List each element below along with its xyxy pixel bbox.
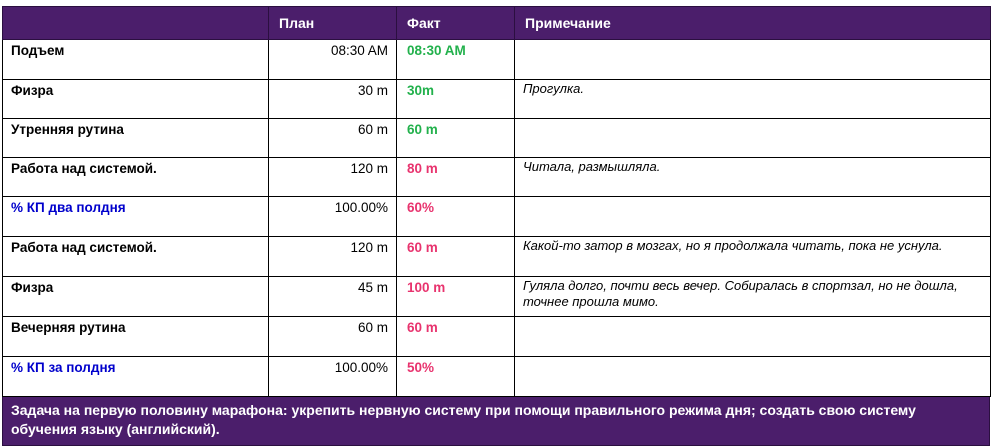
fact-cell: 60 m	[397, 119, 515, 158]
fact-cell: 50%	[397, 357, 515, 397]
note-cell	[515, 317, 991, 357]
note-cell	[515, 119, 991, 158]
table-row	[3, 158, 991, 197]
fact-cell: 60 m	[397, 237, 515, 277]
fact-cell: 80 m	[397, 158, 515, 197]
schedule-table	[2, 6, 991, 397]
activity-cell: Утренняя рутина	[3, 119, 269, 158]
plan-cell: 100.00%	[269, 357, 397, 397]
table-row	[3, 237, 991, 277]
note-cell	[515, 40, 991, 80]
note-cell: Какой-то затор в мозгах, но я продолжала читать, пока не уснула.	[515, 237, 991, 277]
fact-cell: 60 m	[397, 317, 515, 357]
header-activity	[3, 7, 269, 40]
note-cell: Читала, размышляла.	[515, 158, 991, 197]
activity-cell: % КП за полдня	[3, 357, 269, 397]
schedule-sheet	[2, 6, 990, 446]
activity-cell: Работа над системой.	[3, 237, 269, 277]
table-row	[3, 357, 991, 397]
plan-cell: 60 m	[269, 119, 397, 158]
header-fact: Факт	[397, 7, 515, 40]
header-plan: План	[269, 7, 397, 40]
note-cell: Прогулка.	[515, 80, 991, 119]
fact-cell: 60%	[397, 197, 515, 237]
header-row	[3, 7, 991, 40]
table-row	[3, 119, 991, 158]
note-cell: Гуляла долго, почти весь вечер. Собиралась в спортзал, но не дошла, точнее прошла мимо.	[515, 277, 991, 317]
header-note: Примечание	[515, 7, 991, 40]
plan-cell: 45 m	[269, 277, 397, 317]
fact-cell: 08:30 AM	[397, 40, 515, 80]
table-row	[3, 317, 991, 357]
plan-cell: 120 m	[269, 237, 397, 277]
fact-cell: 100 m	[397, 277, 515, 317]
table-row	[3, 197, 991, 237]
plan-cell: 60 m	[269, 317, 397, 357]
activity-cell: Работа над системой.	[3, 158, 269, 197]
table-row	[3, 80, 991, 119]
table-row	[3, 40, 991, 80]
activity-cell: Физра	[3, 277, 269, 317]
note-cell	[515, 357, 991, 397]
plan-cell: 120 m	[269, 158, 397, 197]
table-row	[3, 277, 991, 317]
plan-cell: 100.00%	[269, 197, 397, 237]
activity-cell: Вечерняя рутина	[3, 317, 269, 357]
activity-cell: Подъем	[3, 40, 269, 80]
plan-cell: 30 m	[269, 80, 397, 119]
activity-cell: % КП два полдня	[3, 197, 269, 237]
activity-cell: Физра	[3, 80, 269, 119]
goal-footer: Задача на первую половину марафона: укрепить нервную систему при помощи правильного режима дня; создать свою систему обучения языку (английский).	[2, 397, 990, 446]
plan-cell: 08:30 AM	[269, 40, 397, 80]
fact-cell: 30m	[397, 80, 515, 119]
note-cell	[515, 197, 991, 237]
